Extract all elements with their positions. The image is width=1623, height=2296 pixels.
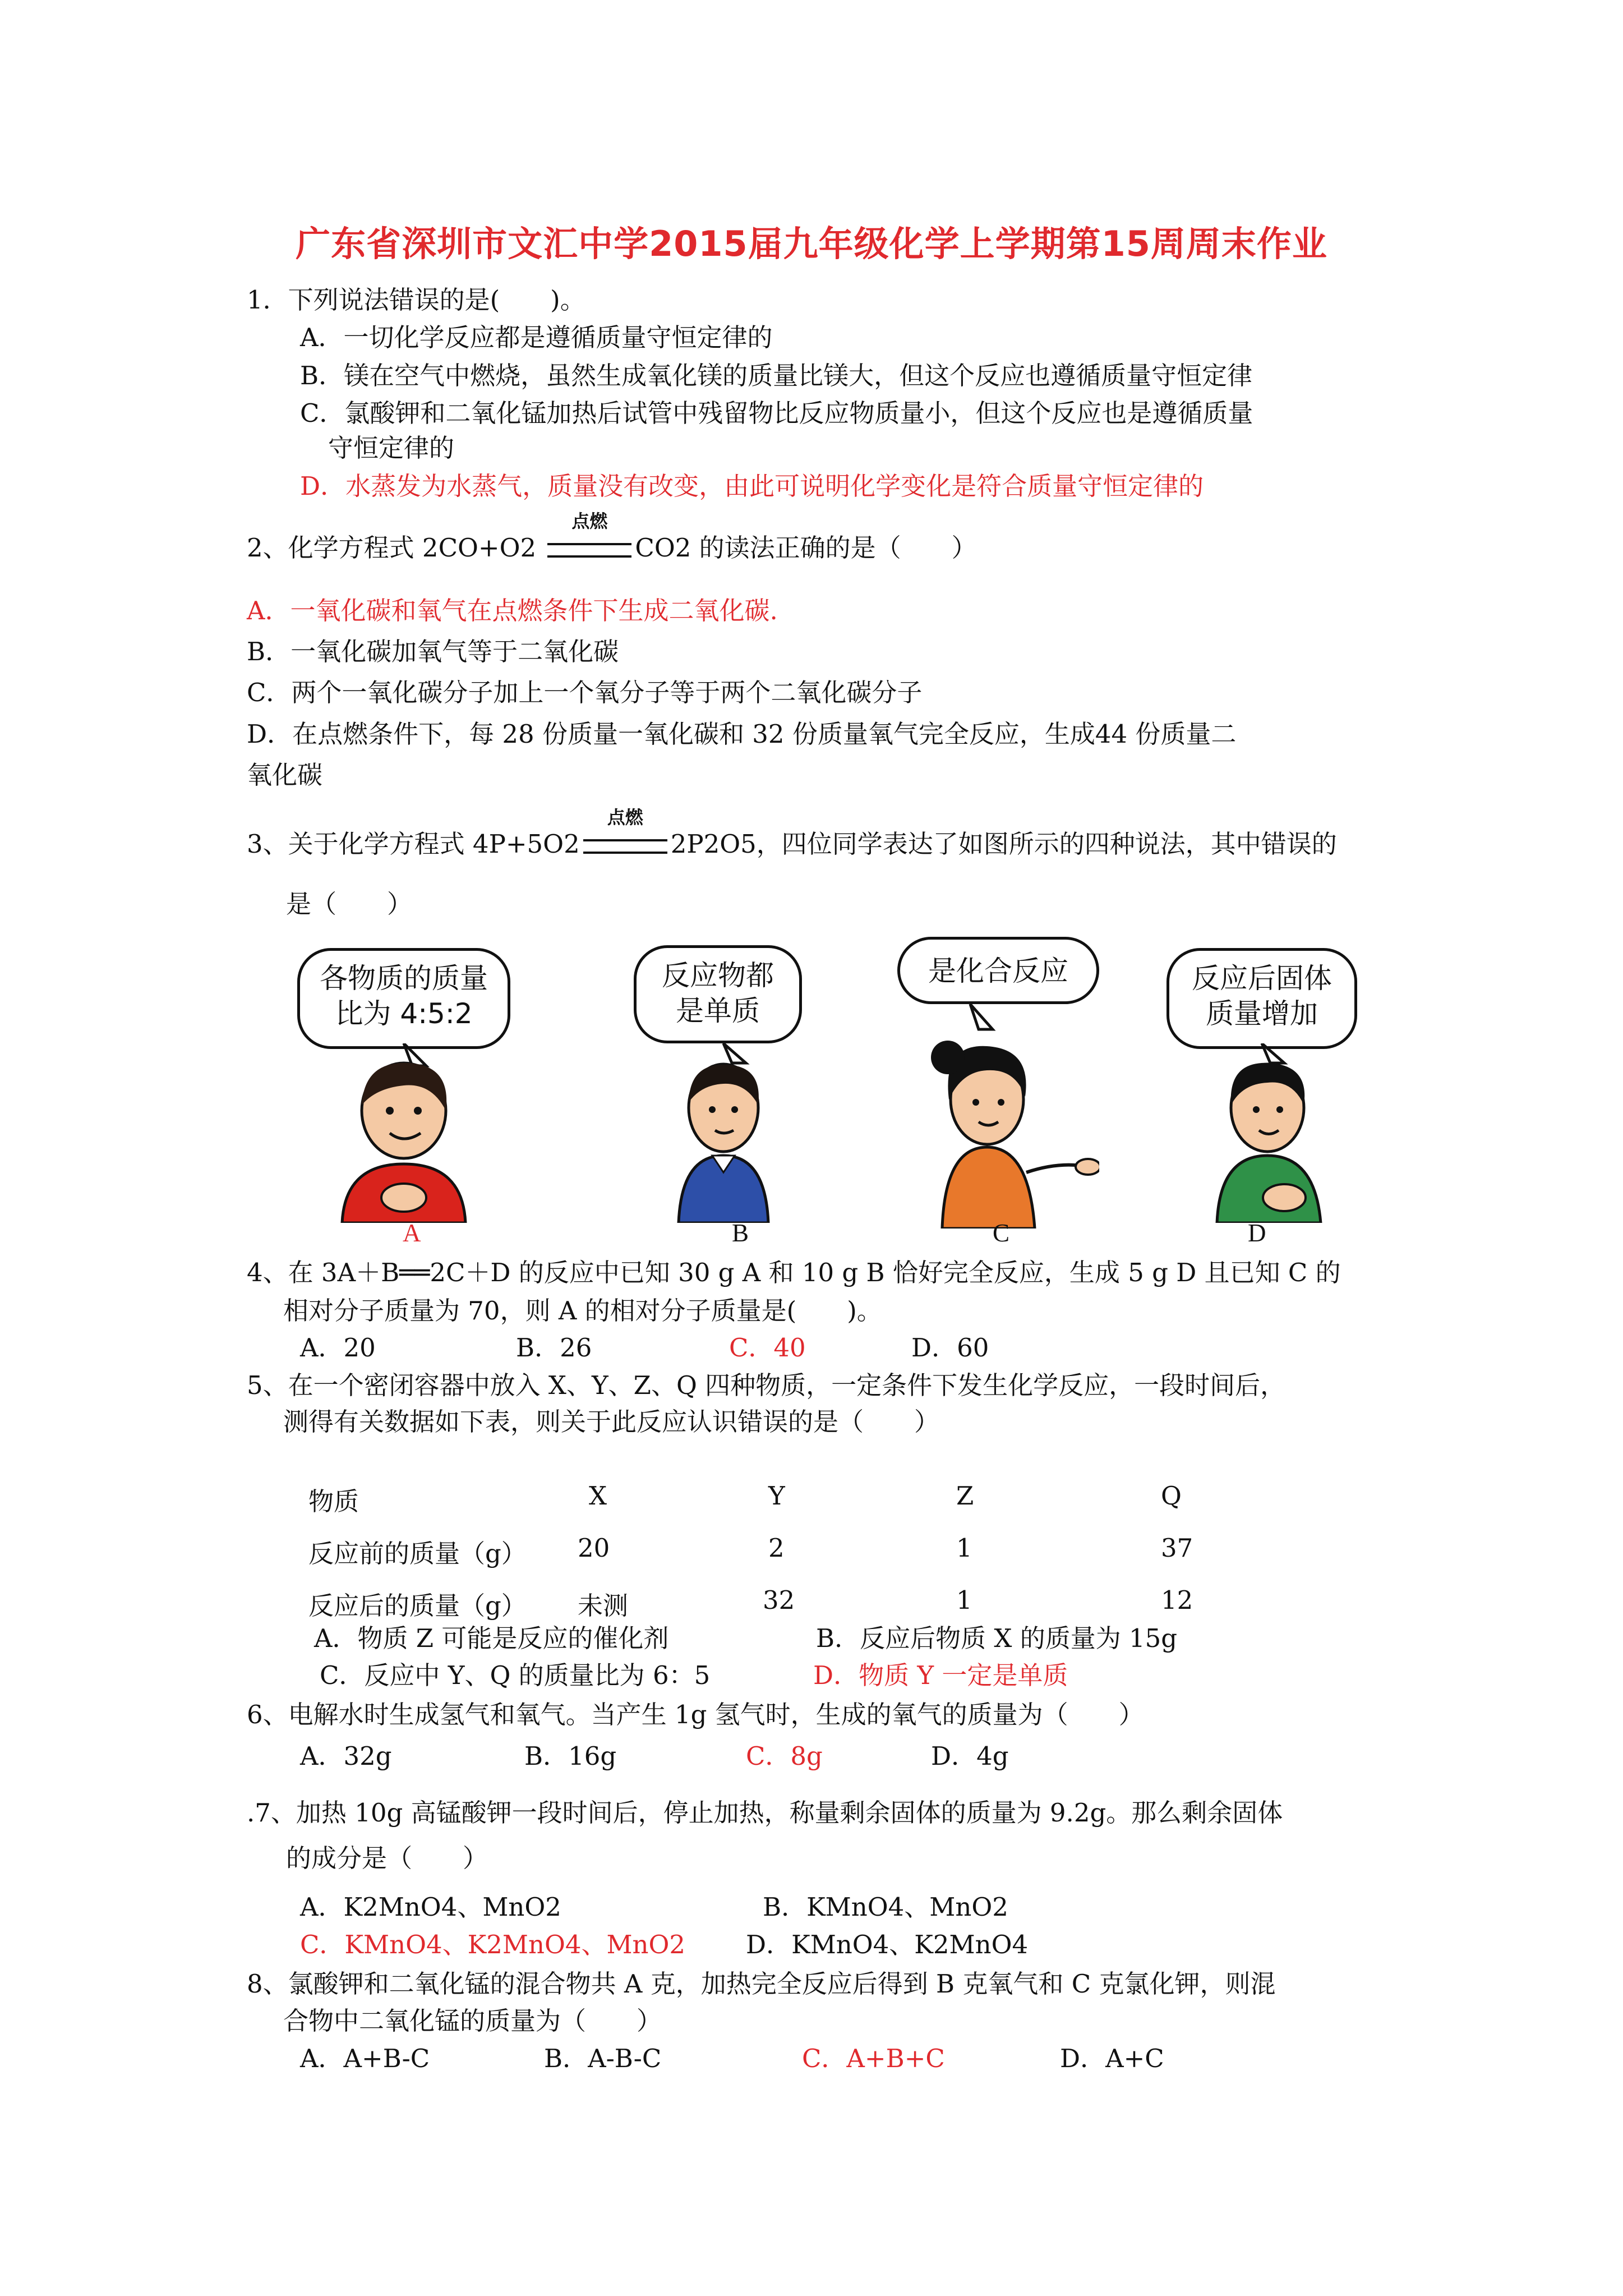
bubble-b-line1: 反应物都 bbox=[662, 959, 774, 992]
table-cell: 反应前的质量（g） bbox=[308, 1539, 527, 1568]
q4-option-b: B．26 bbox=[516, 1333, 592, 1363]
speech-bubble-d bbox=[1166, 948, 1357, 1049]
student-c-illustration bbox=[909, 1004, 1099, 1228]
label-c: C bbox=[993, 1219, 1010, 1247]
bubble-d-line2: 质量增加 bbox=[1206, 997, 1318, 1030]
table-cell: 37 bbox=[1161, 1533, 1193, 1563]
q7-option-d: D．KMnO4、K2MnO4 bbox=[746, 1930, 1029, 1959]
table-cell: 2 bbox=[768, 1533, 785, 1563]
q7-option-b: B．KMnO4、MnO2 bbox=[763, 1892, 1008, 1922]
q6-stem: 6、电解水时生成氢气和氧气。当产生 1g 氢气时，生成的氧气的质量为（ ） bbox=[247, 1700, 1144, 1729]
table-cell: 反应后的质量（g） bbox=[308, 1591, 527, 1621]
q1-option-c: C．氯酸钾和二氧化锰加热后试管中残留物比反应物质量小，但这个反应也是遵循质量 bbox=[300, 398, 1253, 428]
reaction-arrow bbox=[583, 807, 667, 859]
label-b: B bbox=[732, 1219, 749, 1247]
student-a-illustration bbox=[292, 1043, 516, 1223]
q1-option-d-answer: D．水蒸发为水蒸气，质量没有改变，由此可说明化学变化是符合质量守恒定律的 bbox=[300, 471, 1204, 501]
label-a: A bbox=[403, 1219, 421, 1247]
table-header-cell: X bbox=[589, 1481, 607, 1511]
q5-option-c: C．反应中 Y、Q 的质量比为 6：5 bbox=[320, 1660, 711, 1690]
q3-stem bbox=[247, 807, 1337, 859]
q5-option-b: B．反应后物质 X 的质量为 15g bbox=[816, 1623, 1178, 1653]
table-cell: 20 bbox=[578, 1533, 610, 1563]
q8-option-d: D．A+C bbox=[1060, 2044, 1164, 2073]
q1-option-b: B．镁在空气中燃烧，虽然生成氧化镁的质量比镁大，但这个反应也遵循质量守恒定律 bbox=[300, 361, 1253, 390]
speech-bubble-c bbox=[897, 937, 1099, 1004]
reaction-arrow bbox=[547, 510, 631, 563]
student-b-illustration bbox=[639, 1043, 808, 1223]
bubble-d-line1: 反应后固体 bbox=[1192, 962, 1332, 995]
q5-option-a: A．物质 Z 可能是反应的催化剂 bbox=[314, 1623, 669, 1653]
q6-option-d: D．4g bbox=[931, 1741, 1009, 1771]
q1-option-a: A．一切化学反应都是遵循质量守恒定律的 bbox=[300, 323, 773, 352]
bubble-a-line1: 各物质的质量 bbox=[320, 962, 488, 995]
student-d-illustration bbox=[1178, 1043, 1357, 1223]
table-header-cell: Y bbox=[768, 1481, 785, 1511]
q2-stem bbox=[247, 510, 977, 563]
q2-stem-post: CO2 的读法正确的是（ ） bbox=[635, 533, 977, 563]
q2-option-d-cont: 氧化碳 bbox=[247, 760, 323, 790]
reaction-condition: 点燃 bbox=[571, 510, 608, 532]
bubble-c-line1: 是化合反应 bbox=[928, 955, 1068, 987]
bubble-a-line2: 比为 4:5:2 bbox=[335, 997, 473, 1030]
equal-bars-icon bbox=[547, 543, 631, 558]
q7-stem: .7、加热 10g 高锰酸钾一段时间后，停止加热，称量剩余固体的质量为 9.2g。那么剩余固体 bbox=[247, 1798, 1283, 1828]
speech-bubble-a bbox=[297, 948, 510, 1049]
q6-option-c-answer: C．8g bbox=[746, 1741, 823, 1771]
q7-stem-cont: 的成分是（ ） bbox=[286, 1843, 488, 1873]
q8-option-c-answer: C．A+B+C bbox=[802, 2044, 945, 2073]
q4-option-c-answer: C．40 bbox=[729, 1333, 806, 1363]
q3-stem-cont: 是（ ） bbox=[286, 889, 413, 919]
table-cell: 32 bbox=[763, 1585, 795, 1615]
q4-stem: 4、在 3A＋B══2C＋D 的反应中已知 30 g A 和 10 g B 恰好完全反应，生成 5 g D 且已知 C 的 bbox=[247, 1258, 1341, 1287]
bubble-b-line2: 是单质 bbox=[676, 994, 760, 1027]
q8-stem: 8、氯酸钾和二氧化锰的混合物共 A 克，加热完全反应后得到 B 克氧气和 C 克氯化钾，则混 bbox=[247, 1969, 1276, 1999]
q2-option-c: C．两个一氧化碳分子加上一个氧分子等于两个二氧化碳分子 bbox=[247, 678, 923, 707]
table-cell: 12 bbox=[1161, 1585, 1193, 1615]
q8-stem-cont: 合物中二氧化锰的质量为（ ） bbox=[283, 2006, 662, 2036]
q7-option-a: A．K2MnO4、MnO2 bbox=[300, 1892, 561, 1922]
q6-option-b: B．16g bbox=[524, 1741, 617, 1771]
table-cell: 未测 bbox=[578, 1591, 629, 1621]
q5-stem-cont: 测得有关数据如下表，则关于此反应认识错误的是（ ） bbox=[283, 1407, 940, 1437]
table-cell: 1 bbox=[956, 1585, 972, 1615]
q1-stem: 1．下列说法错误的是( )。 bbox=[247, 285, 585, 315]
q4-option-d: D．60 bbox=[911, 1333, 989, 1363]
table-cell: 1 bbox=[956, 1533, 972, 1563]
q2-option-b: B．一氧化碳加氧气等于二氧化碳 bbox=[247, 637, 619, 666]
table-header-cell: Z bbox=[956, 1481, 974, 1511]
speech-bubble-b bbox=[634, 945, 802, 1043]
q1-option-c-cont: 守恒定律的 bbox=[328, 433, 455, 463]
q2-option-a-answer: A．一氧化碳和氧气在点燃条件下生成二氧化碳. bbox=[247, 596, 778, 625]
q5-option-d-answer: D．物质 Y 一定是单质 bbox=[813, 1660, 1068, 1690]
table-header-cell: 物质 bbox=[308, 1487, 359, 1516]
q4-stem-cont: 相对分子质量为 70，则 A 的相对分子质量是( )。 bbox=[283, 1296, 882, 1326]
q3-stem-post: 2P2O5，四位同学表达了如图所示的四种说法，其中错误的 bbox=[670, 829, 1337, 859]
reaction-condition: 点燃 bbox=[607, 807, 643, 828]
q6-option-a: A．32g bbox=[300, 1741, 392, 1771]
q7-option-c-answer: C．KMnO4、K2MnO4、MnO2 bbox=[300, 1930, 686, 1959]
label-d: D bbox=[1248, 1219, 1266, 1247]
q8-option-a: A．A+B-C bbox=[300, 2044, 430, 2073]
q3-stem-pre: 3、关于化学方程式 4P+5O2 bbox=[247, 829, 580, 859]
q2-stem-pre: 2、化学方程式 2CO+O2 bbox=[247, 533, 545, 563]
table-header-cell: Q bbox=[1161, 1481, 1182, 1511]
q5-stem: 5、在一个密闭容器中放入 X、Y、Z、Q 四种物质，一定条件下发生化学反应，一段时间后， bbox=[247, 1370, 1286, 1400]
page-title: 广东省深圳市文汇中学2015届九年级化学上学期第15周周末作业 bbox=[296, 223, 1327, 264]
q2-option-d: D．在点燃条件下，每 28 份质量一氧化碳和 32 份质量氧气完全反应，生成44 份质量二 bbox=[247, 719, 1237, 749]
equal-bars-icon bbox=[583, 839, 667, 854]
q8-option-b: B．A-B-C bbox=[544, 2044, 662, 2073]
q4-option-a: A．20 bbox=[300, 1333, 376, 1363]
